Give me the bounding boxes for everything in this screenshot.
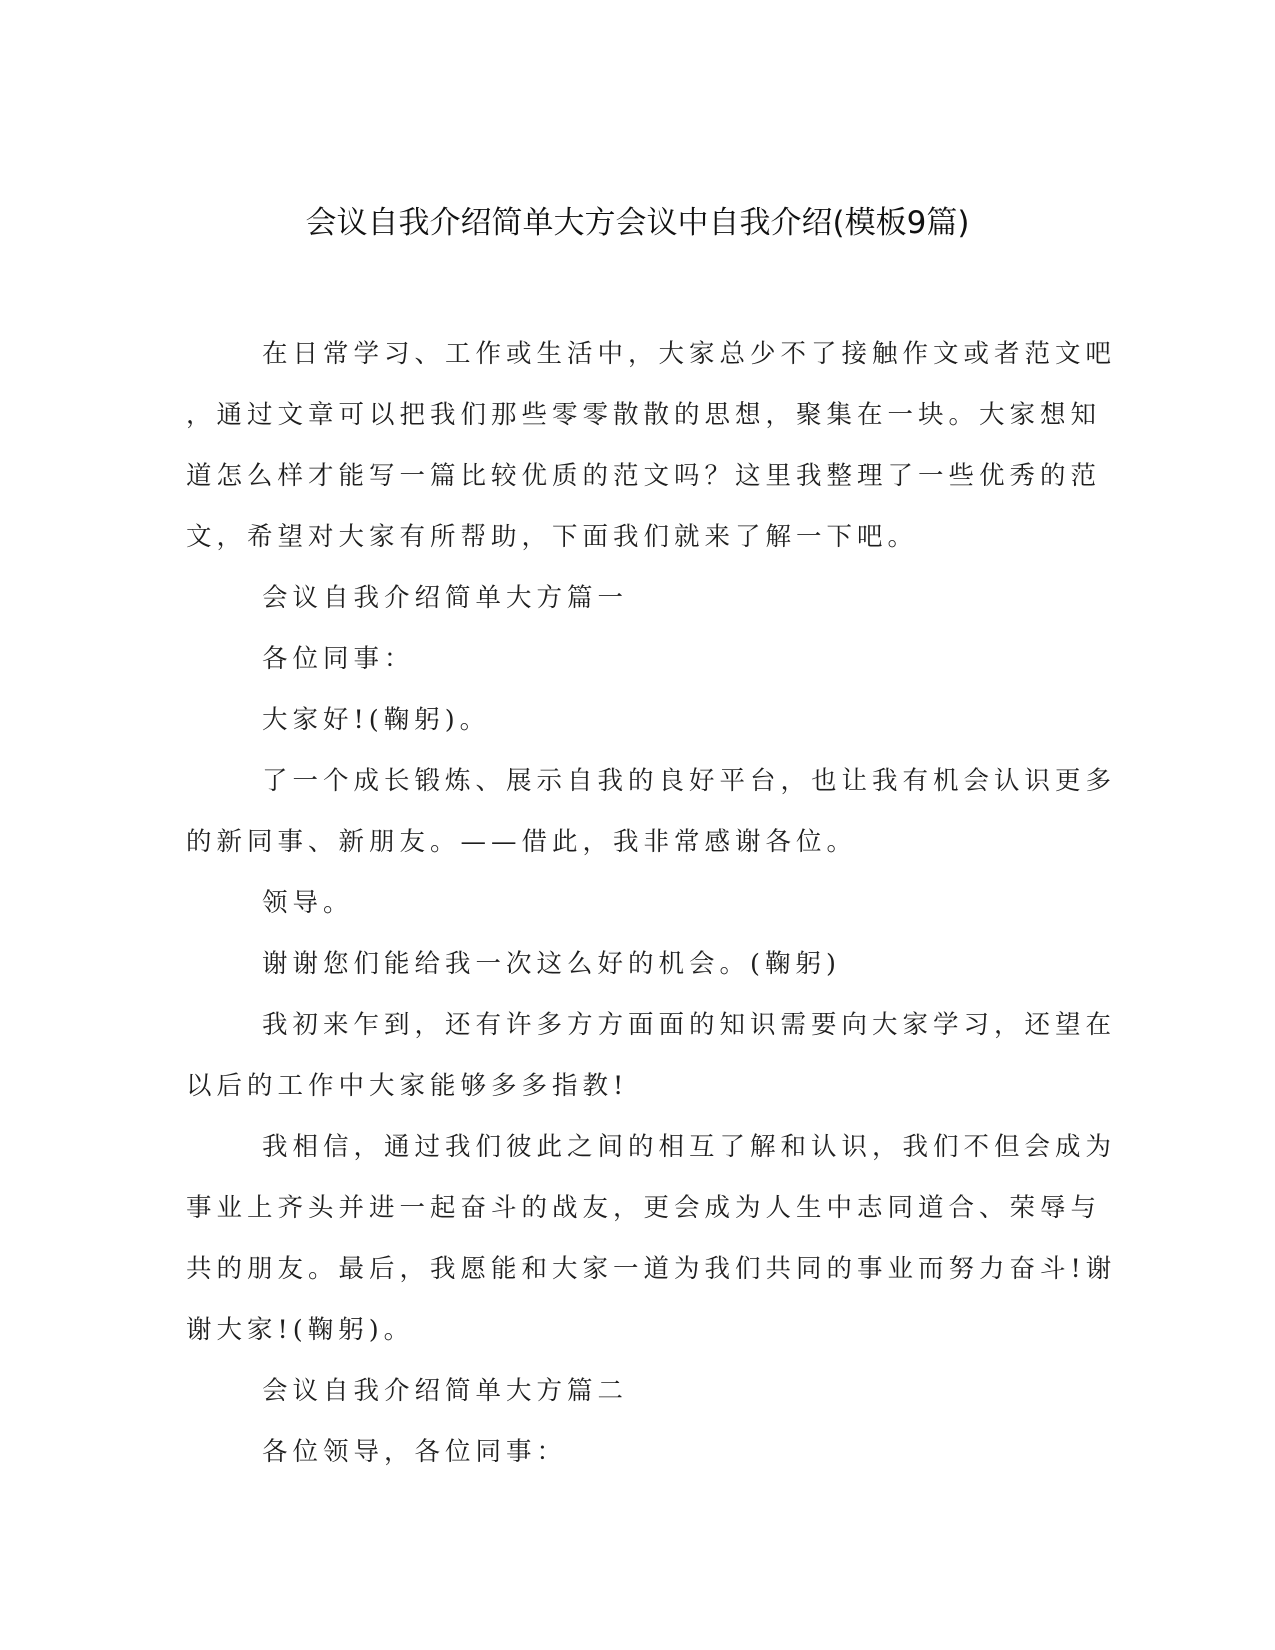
text-line: 的新同事、新朋友。——借此，我非常感谢各位。 (186, 827, 858, 857)
text-line: 大家好!(鞠躬)。 (262, 705, 491, 735)
section-heading: 会议自我介绍简单大方篇一 (262, 583, 629, 613)
text-line: 在日常学习、工作或生活中，大家总少不了接触作文或者范文吧 (262, 339, 1117, 369)
text-line: 共的朋友。最后，我愿能和大家一道为我们共同的事业而努力奋斗!谢 (186, 1254, 1117, 1284)
text-line: 领导。 (262, 888, 354, 918)
text-line: 我初来乍到，还有许多方方面面的知识需要向大家学习，还望在 (262, 1010, 1117, 1040)
text-line: 各位领导，各位同事： (262, 1437, 568, 1467)
section-heading: 会议自我介绍简单大方篇二 (262, 1376, 629, 1406)
page-title: 会议自我介绍简单大方会议中自我介绍(模板9篇) (305, 205, 970, 241)
text-line: 谢谢您们能给我一次这么好的机会。(鞠躬) (262, 949, 841, 979)
text-line: ，通过文章可以把我们那些零零散散的思想，聚集在一块。大家想知 (186, 400, 1102, 430)
text-line: 以后的工作中大家能够多多指教! (186, 1071, 629, 1101)
text-line: 我相信，通过我们彼此之间的相互了解和认识，我们不但会成为 (262, 1132, 1117, 1162)
text-line: 文，希望对大家有所帮助，下面我们就来了解一下吧。 (186, 522, 919, 552)
text-line: 道怎么样才能写一篇比较优质的范文吗？这里我整理了一些优秀的范 (186, 461, 1102, 491)
document-body (186, 324, 1117, 1483)
text-line: 各位同事： (262, 644, 415, 674)
text-line: 了一个成长锻炼、展示自我的良好平台，也让我有机会认识更多 (262, 766, 1117, 796)
text-line: 事业上齐头并进一起奋斗的战友，更会成为人生中志同道合、荣辱与 (186, 1193, 1102, 1223)
text-line: 谢大家!(鞠躬)。 (186, 1315, 415, 1345)
